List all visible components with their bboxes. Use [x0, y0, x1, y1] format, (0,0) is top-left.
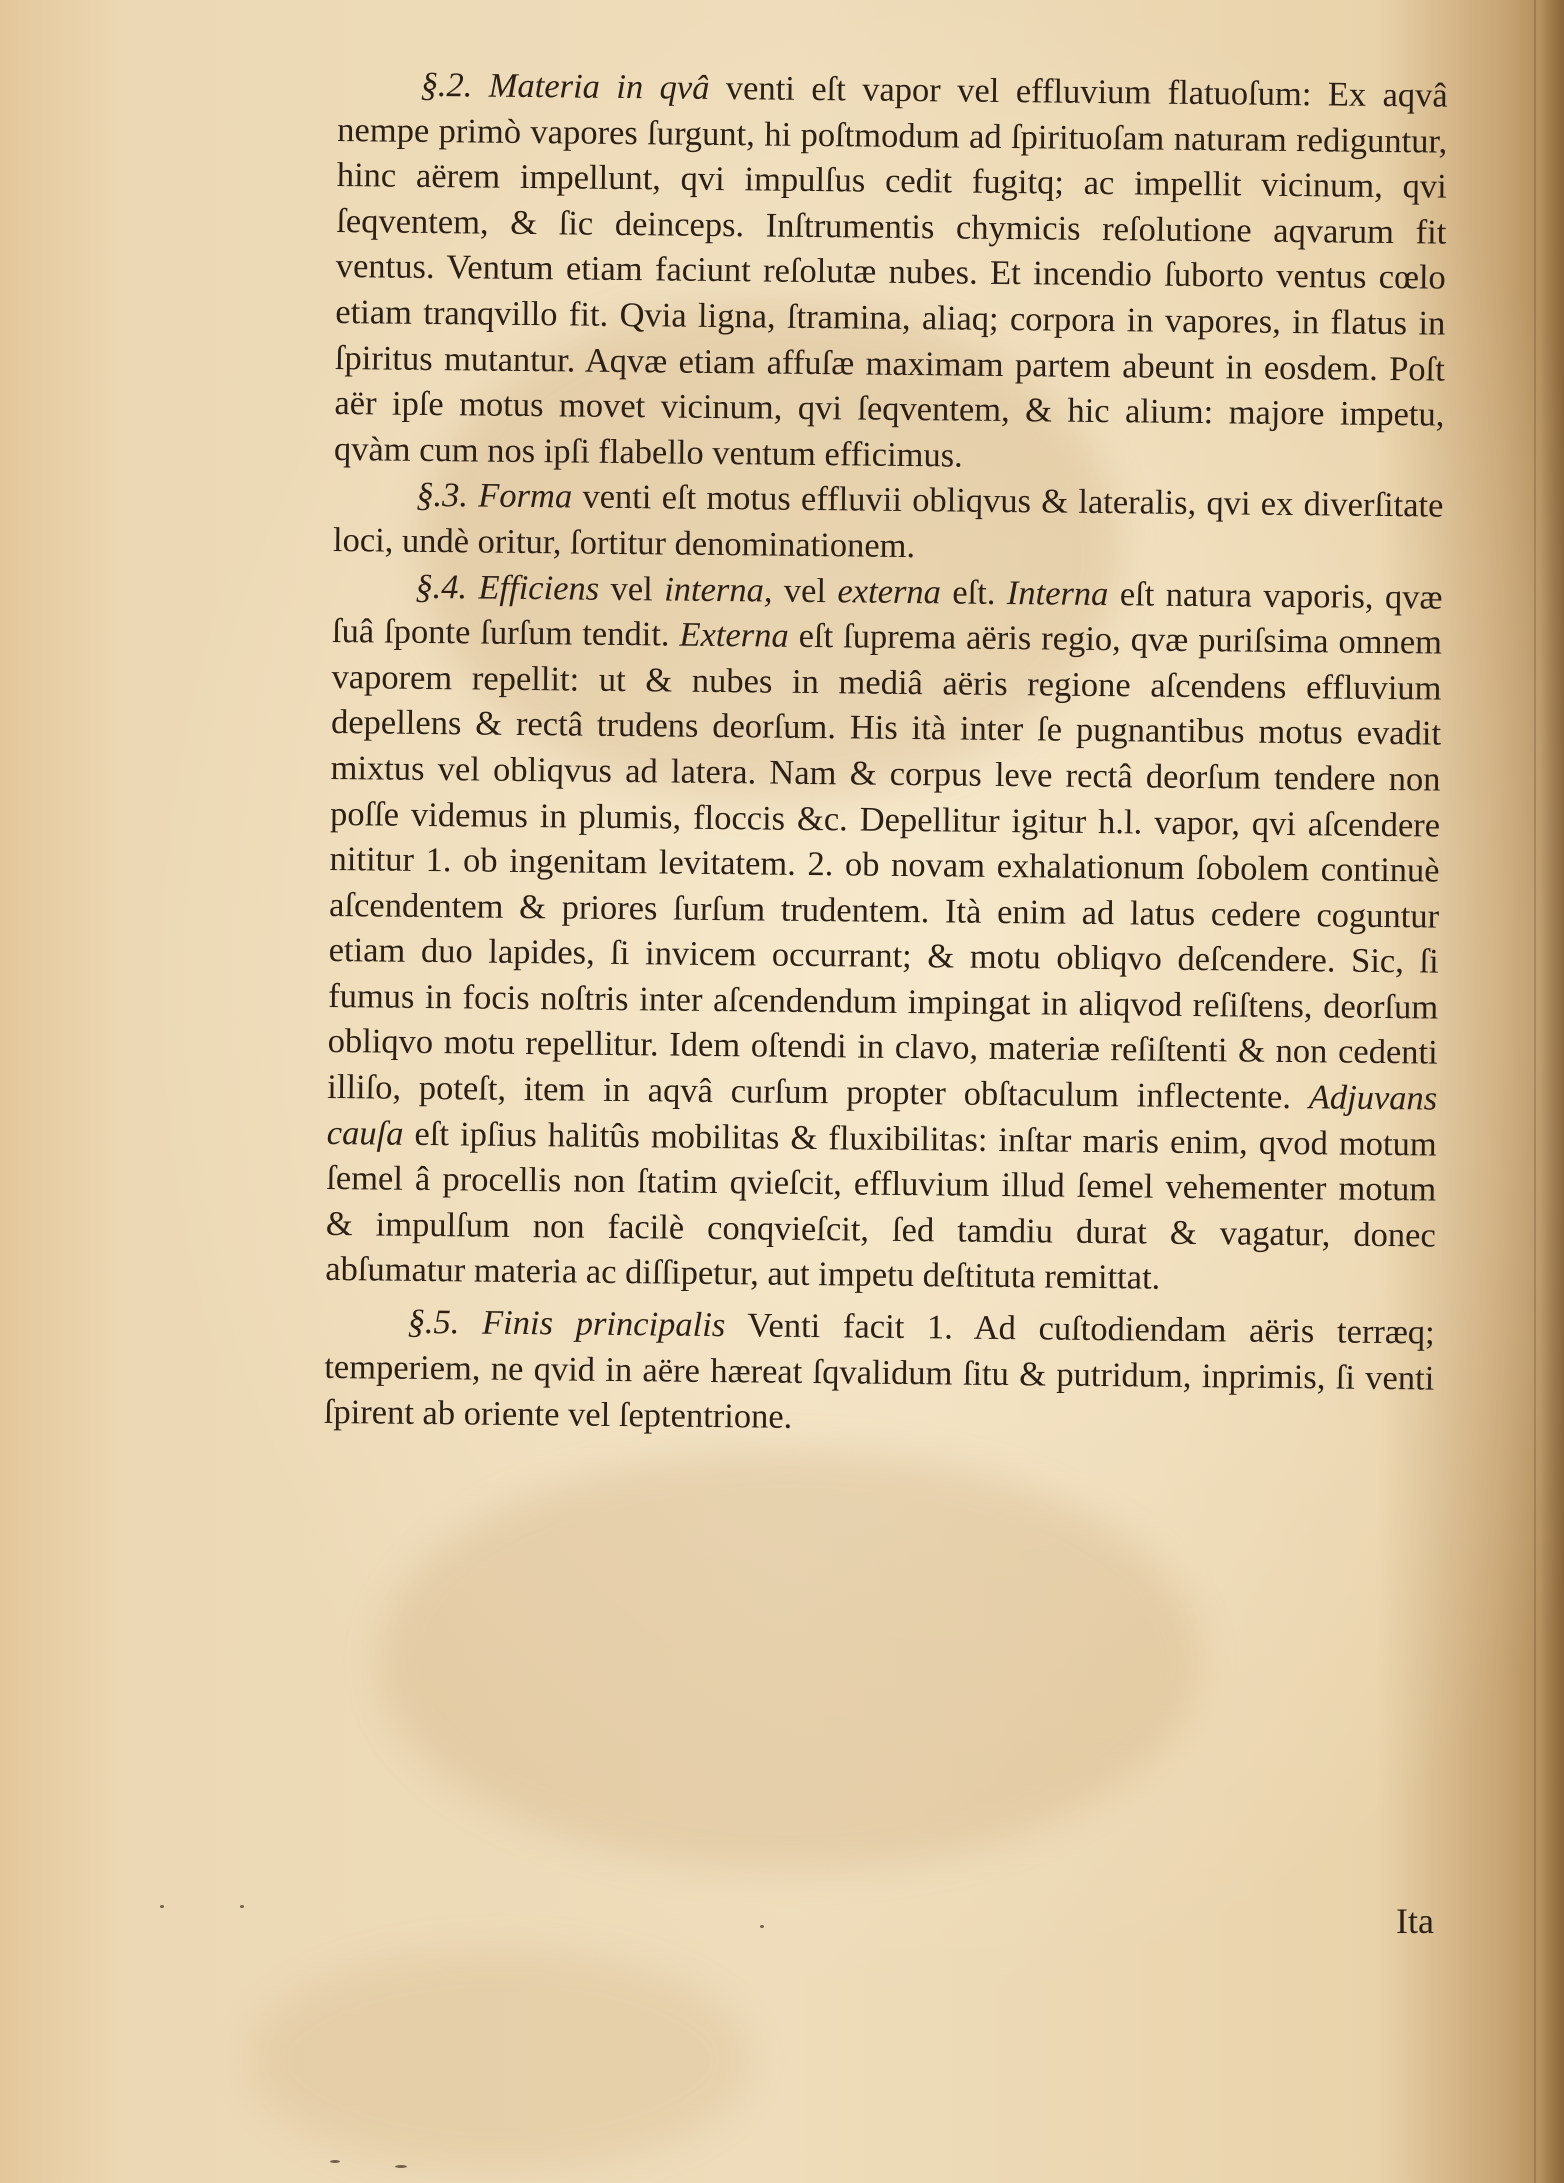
section-text: venti eſt vapor vel effluvium flatuoſum: Ex aqvâ nempe primò vapores ſurgunt, hi poſtmodum ad ſpirituoſam naturam rediguntur, hinc aërem impellunt, qvi impulſus cedit fugitq; ac impellit vicinum, qvi ſeqventem, & ſic deinceps. Inſtrumentis chymicis reſolutione aqvarum fit ventus. Ventum etiam faciunt reſolutæ nubes. Et incendio ſuborto ventus cœlo etiam tranqvillo fit. Qvia ligna, ſtramina, aliaq; corpora in vapores, in flatus in ſpiritus mutantur. Aqvæ etiam affuſæ maximam partem abeunt in eosdem. Poſt aër ipſe motus movet vicinum, qvi ſeqventem, & hic alium: majore impetu, qvàm cum nos ipſi flabello ventum efficimus.	[333, 69, 1448, 475]
paragraph-section-5	[324, 1299, 1435, 1447]
section-number: §.2.	[420, 65, 473, 105]
ink-speck	[395, 2165, 407, 2168]
ink-speck	[160, 1905, 164, 1908]
page-edge	[1534, 0, 1536, 2183]
gutter-shadow	[1540, 0, 1564, 2183]
section-number: §.4.	[415, 567, 468, 606]
ink-speck	[240, 1905, 244, 1908]
paper-stain	[250, 1950, 750, 2170]
ink-speck	[760, 1925, 764, 1928]
paragraph-section-4	[325, 564, 1443, 1305]
section-term: Interna	[1006, 573, 1109, 613]
section-term: Materia in qvâ	[488, 66, 710, 107]
section-term: Adjuvans cauſa	[326, 1078, 1438, 1153]
paragraph-section-2	[334, 62, 1448, 484]
section-text: venti eſt motus effluvii obliqvus & lateralis, qvi ex diverſitate loci, undè oritur, ſortitur denominationem.	[332, 477, 1444, 566]
section-text: eſt ſuprema aëris regio, qvæ puriſsima omnem vaporem repellit: ut & nubes in mediâ aëris regione aſcendens effluvium depellens & rectâ trudens deorſum. His ità inter ſe pugnantibus motus evadit mixtus vel obliqvus ad latera. Nam & corpus leve rectâ deorſum tendere non poſſe videmus in plumis, floccis &c. Depellitur igitur h.l. vapor, qvi aſcendere nititur 1. ob ingenitam levitatem. 2. ob novam exhalationum ſobolem continuè aſcendentem & priores ſurſum trudentem. Ità enim ad latus cedere coguntur etiam duo lapides, ſi invicem occurrant; & motu obliqvo deſcendere. Sic, ſi fumus in focis noſtris inter aſcendendum impingat in aliqvod reſiſtens, deorſum obliqvo motu repellitur. Idem oſtendi in clavo, materiæ reſiſtenti & non cedenti illiſo, poteſt, item in aqvâ curſum propter obſtaculum inflectente.	[327, 616, 1443, 1117]
page-text	[324, 62, 1448, 1447]
ink-speck	[330, 2160, 340, 2163]
section-text: eſt natura vaporis, qvæ ſuâ ſponte ſurſum tendit.	[331, 574, 1443, 654]
section-text: vel	[783, 571, 827, 610]
paragraph-section-3	[333, 472, 1444, 575]
section-text: eſt ipſius halitûs mobilitas & fluxibilitas: inſtar maris enim, qvod motum ſemel â procellis non ſtatim qvieſcit, effluvium illud ſemel vehementer motum & impulſum non facilè conqvieſcit, ſed tamdiu durat & vagatur, donec abſumatur materia ac diſſipetur, aut impetu deſtituta remittat.	[325, 1114, 1437, 1298]
section-text: Venti facit 1. Ad cuſtodiendam aëris terræq; temperiem, ne qvid in aëre hæreat ſqvalidum ſitu & putridum, inprimis, ſi venti ſpirent ab oriente vel ſeptentrione.	[323, 1306, 1435, 1437]
section-term: Forma	[478, 476, 573, 516]
section-number: §.5.	[407, 1302, 460, 1342]
section-text: eſt.	[952, 572, 996, 612]
section-term: externa	[837, 571, 942, 611]
section-number: §.3.	[416, 476, 469, 515]
paper-stain	[380, 1450, 1200, 1870]
section-term: Efficiens	[478, 568, 600, 608]
catchword: Ita	[1396, 1901, 1434, 1941]
section-text: vel	[610, 569, 653, 608]
section-term: interna,	[663, 569, 773, 610]
section-term: Externa	[679, 615, 789, 655]
section-term: Finis principalis	[481, 1303, 726, 1345]
